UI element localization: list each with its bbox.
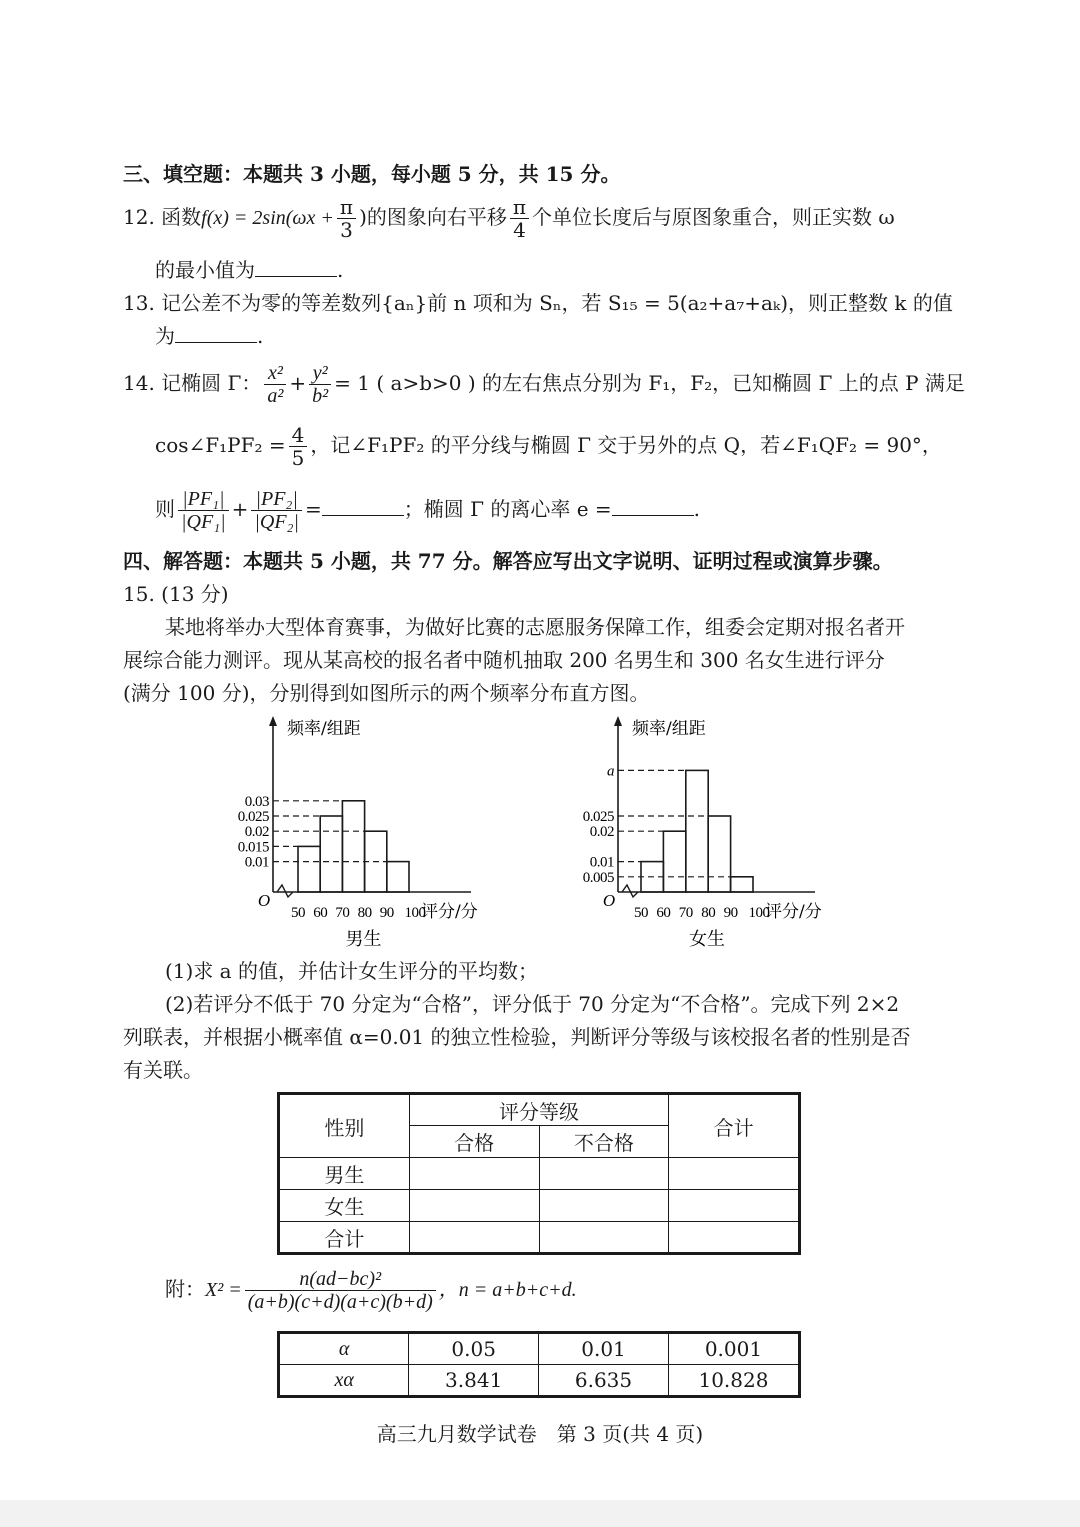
q14-fraction-pf1qf1: $\frac{\text{|PF₁|}}{\text{|QF₁|}}$ bbox=[178, 488, 229, 533]
q15-sub1: (1)求 a 的值，并估计女生评分的平均数； bbox=[165, 959, 538, 983]
y-tick-label: 0.025 bbox=[582, 809, 614, 825]
critical-value: 6.635 bbox=[539, 1365, 669, 1397]
appendix-formula bbox=[165, 1268, 577, 1313]
x-tick-label: 70 bbox=[335, 905, 350, 921]
y-tick-label: 0.005 bbox=[582, 869, 614, 886]
table-row bbox=[279, 1333, 800, 1365]
x-axis-label: 评分/分 bbox=[765, 902, 822, 922]
cell-female-total[interactable] bbox=[669, 1190, 800, 1222]
origin-label: O bbox=[257, 891, 271, 910]
alpha-value: 0.05 bbox=[409, 1333, 539, 1365]
q14-fraction-pf2qf2: $\frac{\text{|PF₂|}}{\text{|QF₂|}}$ bbox=[251, 488, 302, 533]
header-fail: 不合格 bbox=[539, 1126, 669, 1158]
appendix-tail: ，n = a+b+c+d. bbox=[438, 1279, 577, 1301]
alpha-value: 0.001 bbox=[668, 1333, 799, 1365]
x-tick-label: 80 bbox=[357, 905, 372, 921]
histogram-bar bbox=[320, 816, 342, 892]
x-tick-label: 60 bbox=[656, 905, 671, 921]
histogram-bar bbox=[342, 801, 364, 892]
y-axis-label: 频率/组距 bbox=[287, 719, 361, 739]
histogram-female bbox=[583, 716, 822, 950]
q15-sub2-line1: (2)若评分不低于 70 分定为“合格”，评分低于 70 分定为“不合格”。完成下列 2×2 bbox=[165, 992, 900, 1016]
appendix-label: 附： bbox=[165, 1277, 205, 1301]
x-tick-label: 80 bbox=[701, 905, 716, 921]
page-footer: 高三九月数学试卷 第 3 页(共 4 页) bbox=[376, 1422, 704, 1446]
y-tick-label: 0.01 bbox=[589, 854, 614, 871]
table-row bbox=[279, 1365, 800, 1397]
row-label-male: 男生 bbox=[279, 1158, 410, 1190]
x-axis-label: 评分/分 bbox=[421, 902, 478, 922]
q13-number: 13. bbox=[123, 291, 155, 315]
q14-text-then: 则 bbox=[155, 497, 175, 521]
alpha-value: 0.01 bbox=[539, 1333, 669, 1365]
y-axis-label: 频率/组距 bbox=[632, 719, 706, 739]
cell-male-pass[interactable] bbox=[409, 1158, 539, 1190]
histogram-male bbox=[238, 716, 478, 950]
q12-text-b: )的图象向右平移 bbox=[359, 205, 507, 229]
row-label-female: 女生 bbox=[279, 1190, 410, 1222]
q15-para-line3: (满分 100 分)，分别得到如图所示的两个频率分布直方图。 bbox=[123, 681, 650, 705]
header-grade: 评分等级 bbox=[409, 1094, 669, 1126]
chi-square-fraction: $\frac{\text{n(ad−bc)²}}{(a+b)(c+d)(a+c)(b+d)}$ bbox=[245, 1268, 436, 1313]
critical-value: 10.828 bbox=[668, 1365, 799, 1397]
x-tick-label: 50 bbox=[291, 905, 305, 921]
histogram-bar bbox=[387, 862, 409, 892]
header-pass: 合格 bbox=[409, 1126, 539, 1158]
cell-female-fail[interactable] bbox=[539, 1190, 669, 1222]
q14-text-a: 记椭圆 Γ： bbox=[161, 371, 262, 395]
origin-label: O bbox=[602, 891, 616, 910]
histogram-bar bbox=[708, 816, 730, 892]
table-row bbox=[279, 1190, 800, 1222]
x-tick-label: 90 bbox=[379, 905, 394, 921]
q14-equals: = bbox=[304, 497, 322, 521]
x-tick-label: 60 bbox=[313, 905, 328, 921]
row-label-total: 合计 bbox=[279, 1222, 410, 1254]
table-row bbox=[279, 1222, 800, 1254]
cell-total-pass[interactable] bbox=[409, 1222, 539, 1254]
x-tick-label: 100 bbox=[748, 905, 770, 921]
q12-fraction-pi4: $\frac{\pi}{4}$ bbox=[510, 196, 529, 241]
header-total: 合计 bbox=[669, 1094, 800, 1158]
scan-bottom-band bbox=[0, 1500, 1080, 1527]
axis-break bbox=[277, 885, 293, 897]
histogram-bar bbox=[686, 770, 708, 892]
q12-end: . bbox=[337, 258, 344, 282]
histogram-bar bbox=[731, 877, 753, 892]
q14-plus: + bbox=[289, 371, 307, 395]
section3-heading: 三、填空题：本题共 3 小题，每小题 5 分，共 15 分。 bbox=[123, 162, 621, 186]
x-tick-label: 100 bbox=[404, 905, 426, 921]
histogram-bar bbox=[663, 831, 685, 892]
q14-text-c: ，记∠F₁PF₂ 的平分线与椭圆 Γ 交于另外的点 Q，若∠F₁QF₂ = 90°， bbox=[310, 433, 942, 457]
y-tick-label: a bbox=[607, 763, 614, 780]
x-tick-label: 70 bbox=[678, 905, 693, 921]
q13-text-b: 为 bbox=[155, 324, 175, 348]
table-row bbox=[279, 1158, 800, 1190]
y-tick-label: 0.015 bbox=[237, 839, 269, 856]
cell-total-total[interactable] bbox=[669, 1222, 800, 1254]
q12-function: f(x) = 2sin(ωx + bbox=[201, 207, 334, 229]
axis-break bbox=[622, 885, 638, 897]
critical-value-table bbox=[277, 1331, 801, 1398]
q14-cos-expr: cos∠F₁PF₂ = bbox=[155, 433, 286, 457]
chi-square-symbol: X² = bbox=[205, 1279, 242, 1301]
q15-para-line1: 某地将举办大型体育赛事，为做好比赛的志愿服务保障工作，组委会定期对报名者开 bbox=[165, 615, 905, 639]
q14-fraction-45: $\frac{4}{5}$ bbox=[289, 424, 308, 469]
q14-text-b: = 1 ( a>b>0 ) 的左右焦点分别为 F₁，F₂，已知椭圆 Γ 上的点 P 满足 bbox=[334, 371, 965, 395]
critical-value: 3.841 bbox=[409, 1365, 539, 1397]
x-tick-label: 90 bbox=[723, 905, 738, 921]
q12-text-a: 函数 bbox=[161, 205, 202, 229]
x-tick-label: 50 bbox=[634, 905, 648, 921]
y-axis-arrow bbox=[269, 716, 277, 726]
contingency-table bbox=[277, 1092, 801, 1255]
critical-header: xα bbox=[279, 1365, 409, 1397]
q15-para-line2: 展综合能力测评。现从某高校的报名者中随机抽取 200 名男生和 300 名女生进行评分 bbox=[123, 648, 885, 672]
alpha-header: α bbox=[279, 1333, 409, 1365]
q15-sub2-line3: 有关联。 bbox=[123, 1058, 203, 1082]
y-tick-label: 0.025 bbox=[237, 809, 269, 825]
y-tick-label: 0.02 bbox=[589, 824, 614, 841]
cell-male-fail[interactable] bbox=[539, 1158, 669, 1190]
q14-fraction-x2a2: $\frac{\text{x²}}{\text{a²}}$ bbox=[264, 362, 286, 407]
q14-end: . bbox=[693, 497, 701, 521]
y-tick-label: 0.02 bbox=[244, 824, 269, 841]
q15-sub2-line2: 列联表，并根据小概率值 α=0.01 的独立性检验，判断评分等级与该校报名者的性别是否 bbox=[123, 1025, 911, 1049]
y-tick-label: 0.03 bbox=[244, 793, 269, 810]
y-axis-arrow bbox=[614, 716, 622, 726]
q12-number: 12. bbox=[123, 205, 155, 229]
cell-female-pass[interactable] bbox=[409, 1190, 539, 1222]
q12-fraction-pi3: $\frac{\pi}{3}$ bbox=[337, 196, 356, 241]
y-tick-label: 0.01 bbox=[244, 854, 269, 871]
q14-number: 14. bbox=[123, 371, 155, 395]
header-gender: 性别 bbox=[279, 1094, 410, 1158]
q13-text: 记公差不为零的等差数列{aₙ}前 n 项和为 Sₙ，若 S₁₅ = 5(a₂+a₇+aₖ)，则正整数 k 的值 bbox=[161, 291, 953, 315]
q15-number: 15. (13 分) bbox=[123, 582, 229, 606]
q14-fraction-y2b2: $\frac{\text{y²}}{\text{b²}}$ bbox=[309, 362, 331, 407]
cell-total-fail[interactable] bbox=[539, 1222, 669, 1254]
q12-text-d: 的最小值为 bbox=[155, 258, 255, 282]
q12-text-c: 个单位长度后与原图象重合，则正实数 ω bbox=[532, 205, 895, 229]
q14-plus-2: + bbox=[231, 497, 249, 521]
q13-end: . bbox=[257, 324, 264, 348]
section4-heading: 四、解答题：本题共 5 小题，共 77 分。解答应写出文字说明、证明过程或演算步骤。 bbox=[123, 549, 893, 573]
chart-title: 女生 bbox=[689, 929, 725, 950]
cell-male-total[interactable] bbox=[669, 1158, 800, 1190]
q14-text-ecc: ；椭圆 Γ 的离心率 e = bbox=[403, 497, 612, 521]
chart-title: 男生 bbox=[345, 929, 382, 950]
histogram-bar bbox=[298, 846, 320, 892]
